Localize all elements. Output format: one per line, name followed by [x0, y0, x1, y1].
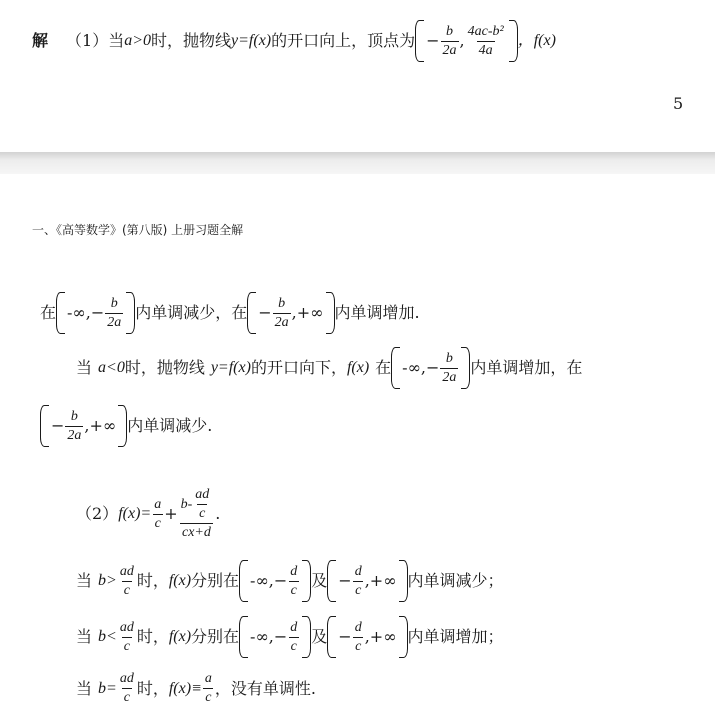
minus-sign: − [258, 303, 272, 322]
text: 当 [76, 358, 93, 377]
numerator: b [446, 23, 454, 39]
denominator: c [123, 638, 130, 654]
text: 当 [76, 678, 93, 698]
text: 内单调增加； [407, 627, 504, 646]
left-paren [247, 292, 256, 334]
function-y: y=f(x) [231, 32, 272, 49]
plus-infinity: +∞ [296, 303, 324, 322]
fraction-d-c [353, 563, 364, 600]
text: 时， [136, 571, 169, 590]
line-decrease-increase-1 [40, 292, 420, 334]
numerator: ad [119, 671, 134, 686]
text: 当 [76, 627, 93, 646]
condition-a-gt-0: a>0 [124, 32, 151, 49]
right-paren [302, 616, 311, 658]
left-paren [415, 20, 424, 62]
text: 及 [311, 571, 328, 590]
denominator: 2a [442, 42, 457, 58]
comma: ,− [268, 627, 288, 646]
right-paren [118, 405, 127, 447]
right-paren [399, 616, 408, 658]
numerator: b [278, 295, 286, 311]
left-paren [327, 560, 336, 602]
text: 时， [136, 678, 169, 698]
denominator: c [290, 582, 297, 598]
text: 时， [136, 627, 169, 646]
right-paren [326, 292, 335, 334]
text-when: 时，抛物线 [151, 31, 232, 50]
numerator: d [290, 619, 298, 635]
left-paren [239, 560, 248, 602]
b-greater: b> [98, 572, 117, 589]
b-minus: b- [180, 496, 193, 512]
text: 及 [311, 627, 328, 646]
right-paren [126, 292, 135, 334]
denominator: c [205, 690, 212, 705]
text: 分别在 [191, 571, 240, 590]
right-paren [399, 560, 408, 602]
fraction-ad-c [118, 563, 136, 600]
fraction-d-c [288, 563, 299, 600]
fx: f(x) [168, 572, 192, 589]
minus-infinity: -∞ [402, 358, 421, 377]
text: 当 [76, 571, 93, 590]
page-number: 5 [673, 94, 684, 113]
right-paren [461, 347, 470, 389]
minus-sign: − [51, 416, 65, 435]
numerator: ad [119, 563, 134, 579]
case-b-eq [76, 670, 316, 707]
fraction-complex [179, 486, 215, 542]
denominator: c [154, 515, 161, 531]
plus-infinity: +∞ [89, 416, 117, 435]
line-a-lt-0-cont [40, 405, 212, 447]
condition-a-lt-0: a<0 [98, 359, 125, 376]
text: 内单调增加，在 [470, 358, 583, 377]
numerator: b [110, 295, 118, 311]
previous-page-bottom [0, 0, 715, 152]
comma: , [84, 416, 90, 435]
plus-infinity: +∞ [369, 571, 397, 590]
text: 内单调减少； [407, 571, 504, 590]
denominator: 4a [478, 42, 493, 58]
text: 的开口向下， [250, 358, 347, 377]
comma: ,− [85, 303, 105, 322]
function-y: y=f(x) [210, 359, 251, 376]
right-paren [302, 560, 311, 602]
minus-sign: − [426, 31, 440, 50]
comma: ,− [420, 358, 440, 377]
period: . [215, 504, 221, 523]
fraction-b-2a [65, 408, 83, 445]
text: 内单调增加. [334, 303, 420, 322]
left-paren [327, 616, 336, 658]
text: ，没有单调性. [214, 678, 316, 698]
numerator: b [445, 350, 453, 366]
comma: ,− [268, 571, 288, 590]
fraction-d-c [288, 619, 299, 656]
text: 在 [375, 358, 392, 377]
fraction-ad-c [118, 670, 136, 707]
vertex-y-fraction [466, 23, 506, 60]
current-page [0, 174, 715, 705]
running-header: 一、《高等数学》(第八版) 上册习题全解 [32, 223, 244, 237]
vertex-x-fraction [441, 23, 459, 60]
numerator: d [354, 563, 362, 579]
comma: , [291, 303, 297, 322]
fraction-a-c [203, 670, 214, 707]
left-paren [239, 616, 248, 658]
case-b-gt [76, 560, 504, 602]
minus-infinity: -∞ [67, 303, 86, 322]
fx: f(x) [346, 359, 370, 376]
numerator: b [70, 408, 78, 424]
comma: , [364, 627, 370, 646]
minus-infinity: -∞ [250, 571, 269, 590]
fraction-b-2a [440, 350, 458, 387]
denominator: 2a [67, 427, 82, 443]
solution-line-1 [32, 20, 556, 62]
text: 分别在 [191, 627, 240, 646]
fraction-a-c [152, 496, 163, 533]
right-paren [509, 20, 518, 62]
fraction-ad-c [118, 619, 136, 656]
text: 时，抛物线 [124, 358, 205, 377]
minus-infinity: -∞ [250, 627, 269, 646]
fraction-d-c [353, 619, 364, 656]
text: 内单调减少，在 [135, 303, 248, 322]
numerator: ad [195, 487, 210, 502]
denominator: c [199, 506, 206, 521]
denominator: c [290, 638, 297, 654]
case-b-lt [76, 616, 504, 658]
numerator [179, 486, 215, 523]
denominator: c [355, 638, 362, 654]
denominator: 2a [442, 369, 457, 385]
b-less: b< [98, 628, 117, 645]
minus-sign: − [338, 571, 352, 590]
numerator: d [354, 619, 362, 635]
fx: f(x) [168, 628, 192, 645]
denominator: 2a [107, 314, 122, 330]
part2-label: （2） [76, 504, 119, 523]
text-opens-up: 的开口向上，顶点为 [271, 31, 416, 50]
solution-label: 解 [32, 31, 49, 50]
part1-intro: （1）当 [66, 31, 125, 50]
text: 在 [40, 303, 57, 322]
text: 内单调减少. [127, 416, 213, 435]
denominator: 2a [274, 314, 289, 330]
denominator: cx+d [181, 525, 211, 540]
fraction-ad-c [193, 486, 211, 523]
fx-equals: f(x)= [118, 505, 152, 522]
left-paren [391, 347, 400, 389]
numerator: a [204, 671, 212, 686]
numerator: a [154, 496, 162, 512]
denominator: c [123, 690, 130, 705]
b-equals: b= [98, 679, 117, 697]
numerator: 4ac-b² [467, 23, 504, 39]
page-separator [0, 152, 715, 174]
trailing-fx: ，f(x) [517, 32, 556, 49]
plus-infinity: +∞ [369, 627, 397, 646]
plus-sign: + [164, 504, 178, 523]
line-a-lt-0 [76, 347, 582, 389]
fx-identically: f(x)≡ [168, 679, 202, 697]
left-paren [40, 405, 49, 447]
comma: , [364, 571, 370, 590]
denominator: c [355, 582, 362, 598]
part2-formula [76, 486, 220, 542]
minus-sign: − [338, 627, 352, 646]
fraction-b-2a [273, 295, 291, 332]
fraction-b-2a [105, 295, 123, 332]
left-paren [56, 292, 65, 334]
numerator: d [290, 563, 298, 579]
numerator: ad [119, 619, 134, 635]
denominator: c [123, 582, 130, 598]
comma: , [459, 31, 465, 50]
